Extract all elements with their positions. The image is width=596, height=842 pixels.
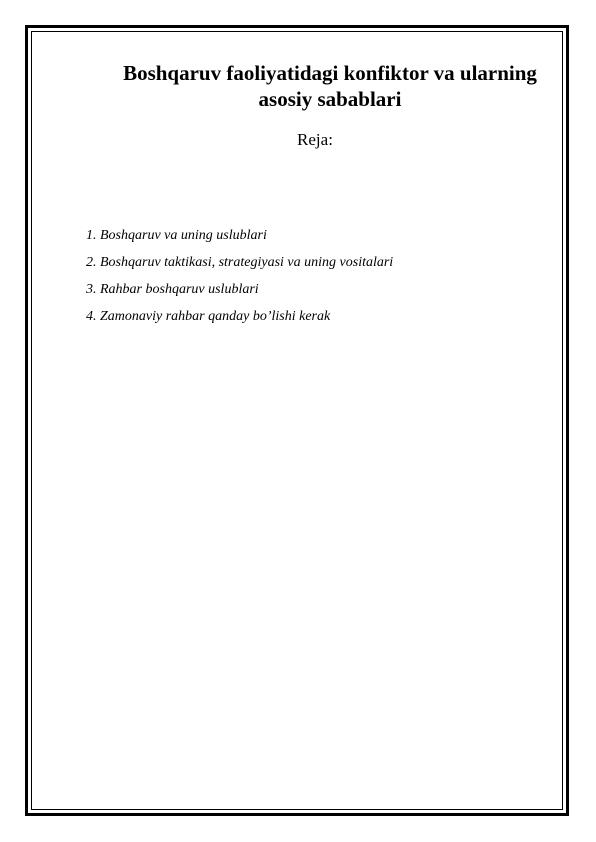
plan-item-4: 4. Zamonaviy rahbar qanday bo’lishi kerak (86, 309, 331, 324)
plan-list (86, 222, 393, 330)
document-title-line-1: Boshqaruv faoliyatidagi konfiktor va ularning (123, 61, 537, 85)
plan-heading: Reja: (297, 130, 333, 149)
document-title (60, 60, 596, 112)
plan-item-2: 2. Boshqaruv taktikasi, strategiyasi va uning vositalari (86, 255, 394, 270)
document-title-line-2: asosiy sabablari (258, 87, 402, 111)
plan-item-3: 3. Rahbar boshqaruv uslublari (86, 282, 259, 297)
plan-item-1: 1. Boshqaruv va uning uslublari (86, 228, 267, 243)
